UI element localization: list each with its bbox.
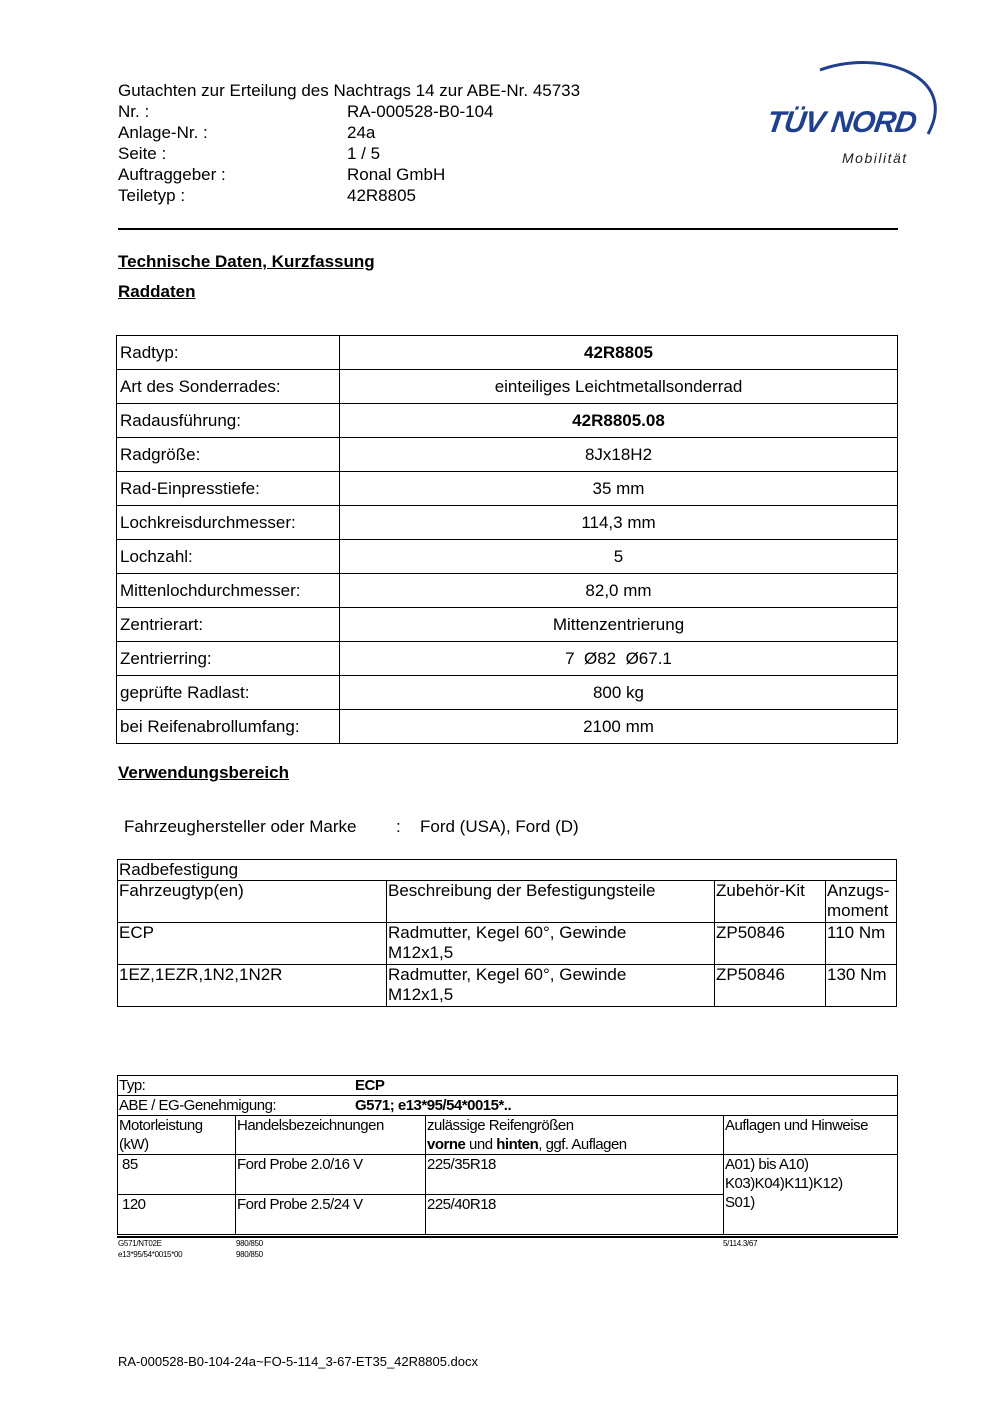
- header-row-anlage: Anlage-Nr. : 24a: [118, 123, 376, 142]
- note-line: A01) bis A10): [725, 1156, 809, 1173]
- wheel-label: Zentrierring:: [117, 642, 340, 676]
- row-tire: 225/40R18: [426, 1195, 724, 1235]
- typ-cell: [118, 1076, 898, 1096]
- wheel-value: 35 mm: [340, 472, 898, 506]
- mounting-torque: 130 Nm: [826, 965, 897, 1007]
- wheel-label: Lochkreisdurchmesser:: [117, 506, 340, 540]
- torque-header-line2: moment: [827, 901, 889, 920]
- mounting-header-type: Fahrzeugtyp(en): [118, 881, 387, 923]
- mounting-kit: ZP50846: [715, 923, 826, 965]
- logo-subtitle: Mobilität: [842, 150, 908, 166]
- desc-line2: M12x1,5: [388, 985, 454, 1004]
- header-notes: Auflagen und Hinweise: [724, 1116, 898, 1155]
- mounting-table: [117, 859, 897, 1007]
- foot-code-2: [236, 1238, 263, 1260]
- table-row: [117, 642, 898, 676]
- typ-label: Typ:: [119, 1077, 146, 1094]
- wheel-value: 42R8805.08: [340, 404, 898, 438]
- wheel-value: 800 kg: [340, 676, 898, 710]
- table-row: [117, 608, 898, 642]
- table-row: [117, 574, 898, 608]
- wheel-label: Radausführung:: [117, 404, 340, 438]
- foot-code-3: 5/114.3/67: [723, 1239, 758, 1248]
- table-row: [117, 336, 898, 370]
- report-title: Gutachten zur Erteilung des Nachtrags 14 zur ABE-Nr. 45733: [118, 81, 581, 100]
- mounting-kit: ZP50846: [715, 965, 826, 1007]
- tires-line2: [427, 1135, 722, 1154]
- usage-separator: :: [396, 817, 401, 836]
- mounting-header-kit: Zubehör-Kit: [715, 881, 826, 923]
- torque-header-line1: Anzugs-: [827, 881, 890, 900]
- table-row: [118, 1116, 898, 1155]
- mounting-torque: 110 Nm: [826, 923, 897, 965]
- wheel-label: Mittenlochdurchmesser:: [117, 574, 340, 608]
- table-row: [117, 506, 898, 540]
- document-footer: RA-000528-B0-104-24a~FO-5-114_3-67-ET35_42R8805.docx: [118, 1354, 479, 1369]
- foot-code-line: G571/NT02E: [118, 1239, 162, 1248]
- header-divider: [118, 228, 898, 230]
- tires-and: und: [465, 1136, 497, 1153]
- usage-title: Verwendungsbereich: [118, 763, 289, 782]
- table-row: [117, 710, 898, 744]
- wheel-value: 114,3 mm: [340, 506, 898, 540]
- table-row: [118, 860, 897, 881]
- logo-brand: TÜV NORD: [764, 106, 919, 139]
- foot-code-line: e13*95/54*0015*00: [118, 1250, 183, 1259]
- mounting-type: ECP: [118, 923, 387, 965]
- table-row: [118, 881, 897, 923]
- abe-cell: [118, 1096, 898, 1116]
- mounting-header-desc: Beschreibung der Befestigungsteile: [387, 881, 715, 923]
- tires-rear: hinten: [496, 1136, 539, 1153]
- wheel-value: einteiliges Leichtmetallsonderrad: [340, 370, 898, 404]
- mounting-desc: [387, 965, 715, 1007]
- wheel-value: 8Jx18H2: [340, 438, 898, 472]
- wheel-value: 7 Ø82 Ø67.1: [340, 642, 898, 676]
- usage-label: Fahrzeughersteller oder Marke: [124, 817, 357, 836]
- tires-front: vorne: [427, 1136, 466, 1153]
- header-row-teiletyp: Teiletyp : 42R8805: [118, 186, 417, 205]
- foot-code-line: 980/850: [236, 1250, 263, 1259]
- wheel-value: 82,0 mm: [340, 574, 898, 608]
- power-line2: (kW): [119, 1136, 149, 1153]
- table-row: [117, 472, 898, 506]
- table-row: [117, 540, 898, 574]
- row-notes: [724, 1155, 898, 1235]
- wheel-label: geprüfte Radlast:: [117, 676, 340, 710]
- header-names: Handelsbezeichnungen: [236, 1116, 426, 1155]
- table-row: [117, 370, 898, 404]
- raddaten-title: Raddaten: [118, 282, 196, 301]
- row-name: Ford Probe 2.5/24 V: [236, 1195, 426, 1235]
- table-row: [117, 438, 898, 472]
- wheel-label: Zentrierart:: [117, 608, 340, 642]
- header-power: [118, 1116, 236, 1155]
- header-tires: [426, 1116, 724, 1155]
- wheel-value: Mittenzentrierung: [340, 608, 898, 642]
- note-line: K03)K04)K11)K12): [725, 1175, 843, 1192]
- row-tire: 225/35R18: [426, 1155, 724, 1195]
- wheel-value: 5: [340, 540, 898, 574]
- wheel-label: Rad-Einpresstiefe:: [117, 472, 340, 506]
- wheel-value: 2100 mm: [340, 710, 898, 744]
- tires-conditions: , ggf. Auflagen: [538, 1136, 627, 1153]
- table-row: [118, 923, 897, 965]
- wheel-value: 42R8805: [340, 336, 898, 370]
- wheel-label: bei Reifenabrollumfang:: [117, 710, 340, 744]
- row-kw: 120: [118, 1195, 236, 1235]
- usage-value: Ford (USA), Ford (D): [420, 817, 579, 836]
- abe-value: G571; e13*95/54*0015*..: [355, 1097, 512, 1114]
- header-row-auftraggeber: Auftraggeber : Ronal GmbH: [118, 165, 446, 184]
- mounting-desc: [387, 923, 715, 965]
- section-title: Technische Daten, Kurzfassung: [118, 252, 375, 271]
- note-line: S01): [725, 1194, 755, 1211]
- typ-value: ECP: [355, 1077, 385, 1094]
- foot-code-line: 980/850: [236, 1239, 263, 1248]
- header-row-nr: Nr. : RA-000528-B0-104: [118, 102, 494, 121]
- wheel-label: Lochzahl:: [117, 540, 340, 574]
- mounting-header-torque: [826, 881, 897, 923]
- wheel-data-table: [116, 335, 898, 744]
- wheel-label: Art des Sonderrades:: [117, 370, 340, 404]
- desc-line2: M12x1,5: [388, 943, 454, 962]
- foot-code-1: [118, 1238, 182, 1260]
- table-row: [118, 1155, 898, 1195]
- tuv-nord-logo: [760, 56, 950, 176]
- desc-line1: Radmutter, Kegel 60°, Gewinde: [388, 965, 627, 984]
- wheel-label: Radtyp:: [117, 336, 340, 370]
- abe-label: ABE / EG-Genehmigung:: [119, 1097, 277, 1114]
- power-line1: Motorleistung: [119, 1117, 203, 1134]
- table-row: [117, 676, 898, 710]
- table-row: [118, 1076, 898, 1096]
- type-approval-table: [117, 1075, 898, 1235]
- table-row: [117, 404, 898, 438]
- desc-line1: Radmutter, Kegel 60°, Gewinde: [388, 923, 627, 942]
- row-name: Ford Probe 2.0/16 V: [236, 1155, 426, 1195]
- mounting-title: Radbefestigung: [118, 860, 897, 881]
- tires-line1: zulässige Reifengrößen: [427, 1117, 574, 1134]
- type-table-bottom-rule: [117, 1236, 898, 1238]
- wheel-label: Radgröße:: [117, 438, 340, 472]
- table-row: [118, 965, 897, 1007]
- mounting-type: 1EZ,1EZR,1N2,1N2R: [118, 965, 387, 1007]
- table-row: [118, 1096, 898, 1116]
- row-kw: 85: [118, 1155, 236, 1195]
- header-row-seite: Seite : 1 / 5: [118, 144, 381, 163]
